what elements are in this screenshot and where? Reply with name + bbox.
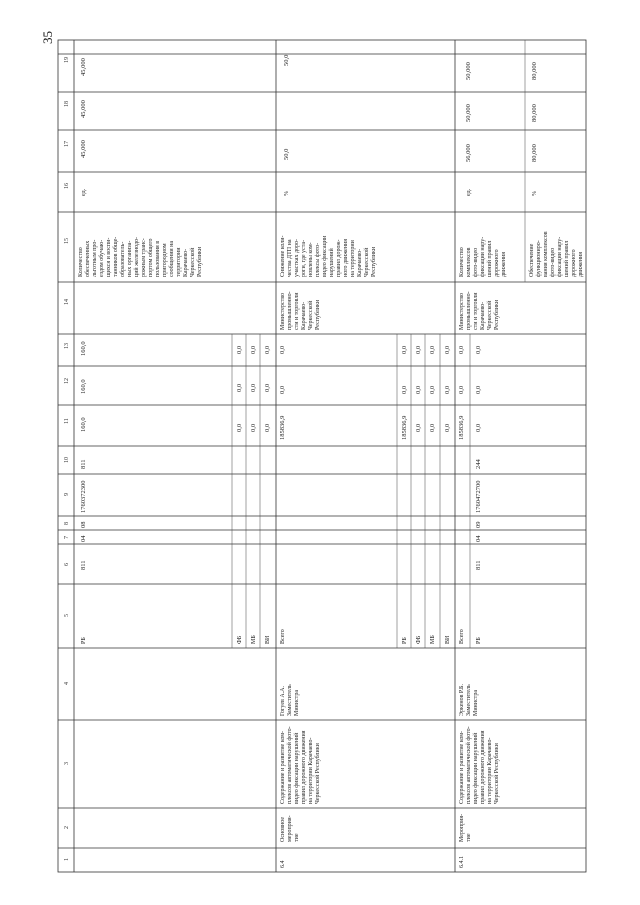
mb-col13: 0,0 xyxy=(250,345,257,354)
svg-text:чества ДТП на: чества ДТП на xyxy=(287,239,293,277)
mb-col11: 0,0 xyxy=(429,423,436,432)
code-col10: 811 xyxy=(80,459,87,469)
col-num-4: 4 xyxy=(64,682,70,685)
fund-fb: ФБ xyxy=(416,635,422,644)
fb-col12: 0,0 xyxy=(236,383,243,392)
svg-text:Содержание и развитие ком-: Содержание и развитие ком- xyxy=(459,730,465,804)
svg-text:промышленно-: промышленно- xyxy=(287,291,293,330)
svg-text:Снижение коли-: Снижение коли- xyxy=(280,235,286,277)
code-col7: 04 xyxy=(80,535,87,542)
svg-text:тие: тие xyxy=(294,833,300,842)
col-num-17: 17 xyxy=(64,141,70,147)
svg-text:пригородном: пригородном xyxy=(162,243,168,277)
svg-text:Черкесской: Черкесской xyxy=(190,247,196,277)
svg-text:Черкесской Республики: Черкесской Республики xyxy=(494,743,500,804)
svg-text:функциониро-: функциониро- xyxy=(536,240,542,277)
col-num-13: 13 xyxy=(64,343,70,349)
col-num-5: 5 xyxy=(64,614,70,617)
col-num-9: 9 xyxy=(64,493,70,496)
target-1-2017: 56,000 xyxy=(465,144,472,162)
budget-col12: 160,0 xyxy=(80,379,87,394)
fb-col11: 0,0 xyxy=(415,423,422,432)
total-col13: 0,0 xyxy=(279,345,286,354)
svg-text:видео фиксации нарушений: видео фиксации нарушений xyxy=(473,732,479,804)
mb-col12: 0,0 xyxy=(429,385,436,394)
svg-text:Республики: Республики xyxy=(315,299,321,330)
fb-col11: 0,0 xyxy=(236,423,243,432)
svg-text:видео фиксации: видео фиксации xyxy=(322,235,328,277)
rb-col13: 0,0 xyxy=(401,345,408,354)
svg-text:ных организа-: ных организа- xyxy=(127,240,133,277)
rb-col13: 0,0 xyxy=(475,345,482,354)
target-2019: 45,000 xyxy=(80,58,87,76)
svg-text:Министерство: Министерство xyxy=(459,293,465,330)
svg-text:Министерство: Министерство xyxy=(280,293,286,330)
target-2018: 45,000 xyxy=(80,100,87,118)
code-col9: 1760372300 xyxy=(80,480,87,513)
svg-text:роги, где уста-: роги, где уста- xyxy=(301,239,307,277)
budget-col11: 160,0 xyxy=(80,417,87,432)
svg-text:нарушений: нарушений xyxy=(329,248,335,277)
mb-col12: 0,0 xyxy=(250,383,257,392)
indicator-unit-2: % xyxy=(532,191,538,196)
svg-text:Министра: Министра xyxy=(294,690,300,716)
svg-text:участках доро-: участках доро- xyxy=(294,238,300,277)
svg-text:видео фиксации нарушений: видео фиксации нарушений xyxy=(294,732,300,804)
code-col10: 244 xyxy=(475,459,482,469)
target-2017: 50,0 xyxy=(283,148,290,160)
target-2017: 45,000 xyxy=(80,140,87,158)
rb-col12: 0,0 xyxy=(401,385,408,394)
svg-text:плексов автоматической фото-: плексов автоматической фото- xyxy=(287,726,293,804)
svg-text:Министра: Министра xyxy=(473,690,479,716)
rb-col12: 0,0 xyxy=(475,385,482,394)
svg-text:льготным про-: льготным про- xyxy=(92,239,98,277)
svg-text:Заместитель: Заместитель xyxy=(287,684,293,716)
total-col11: 185836,9 xyxy=(279,415,286,440)
col-num-19: 19 xyxy=(64,57,70,63)
svg-text:Черкесской: Черкесской xyxy=(364,247,370,277)
svg-text:Республики: Республики xyxy=(371,246,377,277)
svg-text:Карачаево-: Карачаево- xyxy=(480,301,486,330)
indicator-unit-1: ед. xyxy=(466,188,472,196)
row-code: 6.4.1 xyxy=(459,856,465,868)
svg-text:портом общего: портом общего xyxy=(148,238,154,277)
svg-text:Основное: Основное xyxy=(280,817,286,842)
svg-text:сти и торговли: сти и торговли xyxy=(294,292,300,330)
col-num-18: 18 xyxy=(64,101,70,107)
svg-text:Карачаево-: Карачаево- xyxy=(357,248,363,277)
code-col9: 1760472700 xyxy=(475,480,482,513)
svg-text:тие: тие xyxy=(466,833,472,842)
svg-text:фиксации нару-: фиксации нару- xyxy=(557,236,563,277)
row-code: 6.4 xyxy=(280,860,286,868)
fb-col13: 0,0 xyxy=(415,345,422,354)
mb-col11: 0,0 xyxy=(250,423,257,432)
fund-mb: МБ xyxy=(430,635,436,644)
col-num-11: 11 xyxy=(64,418,70,424)
total-col13: 0,0 xyxy=(458,345,465,354)
indicator-unit: ед. xyxy=(81,188,87,196)
fund-total: Всего xyxy=(459,629,465,644)
svg-text:дорожного: дорожного xyxy=(494,249,500,277)
vi-col12: 0,0 xyxy=(444,385,451,394)
svg-text:Черкесской: Черкесской xyxy=(308,300,314,330)
svg-text:дорожного: дорожного xyxy=(571,249,577,277)
fund-rb: РБ xyxy=(81,637,87,644)
svg-text:рожным транс-: рожным транс- xyxy=(141,238,147,277)
vi-col12: 0,0 xyxy=(264,383,271,392)
svg-text:Республики: Республики xyxy=(494,299,500,330)
target-1-2018: 50,000 xyxy=(465,104,472,122)
svg-text:ного движения: ного движения xyxy=(343,238,349,277)
col-num-16: 16 xyxy=(64,183,70,189)
total-col12: 0,0 xyxy=(279,385,286,394)
svg-text:танников обще-: танников обще- xyxy=(113,236,119,277)
target-2-2018: 80,000 xyxy=(531,104,538,122)
col-num-14: 14 xyxy=(64,299,70,305)
svg-text:правил дорож-: правил дорож- xyxy=(336,239,342,277)
svg-text:обеспеченных: обеспеченных xyxy=(85,240,91,277)
code-col8: 08 xyxy=(80,521,87,528)
svg-text:территории: территории xyxy=(176,247,182,277)
svg-text:правил дорожного движения: правил дорожного движения xyxy=(480,730,486,804)
svg-text:фото-видео: фото-видео xyxy=(550,247,556,277)
svg-text:на территории Карачаево-: на территории Карачаево- xyxy=(308,737,314,804)
svg-text:фиксации нару-: фиксации нару- xyxy=(480,236,486,277)
fund-vi: ВИ xyxy=(445,635,451,644)
svg-text:движения: движения xyxy=(501,251,507,277)
rb-col11: 0,0 xyxy=(475,423,482,432)
fund-fb: ФБ xyxy=(237,635,243,644)
svg-text:правил дорожного движения: правил дорожного движения xyxy=(301,730,307,804)
svg-text:Заместитель: Заместитель xyxy=(466,684,472,716)
budget-col13: 160,0 xyxy=(80,341,87,356)
fb-col13: 0,0 xyxy=(236,345,243,354)
fund-rb: РБ xyxy=(402,637,408,644)
svg-text:сти и торговли: сти и торговли xyxy=(473,292,479,330)
fund-total: Всего xyxy=(280,629,286,644)
svg-text:Содержание и развитие ком-: Содержание и развитие ком- xyxy=(280,730,286,804)
svg-text:Республики: Республики xyxy=(197,246,203,277)
svg-text:ездом обучаю-: ездом обучаю- xyxy=(99,239,105,277)
svg-text:шений правил: шений правил xyxy=(487,240,493,277)
svg-text:Карачаево-: Карачаево- xyxy=(301,301,307,330)
fund-mb: МБ xyxy=(251,635,257,644)
svg-text:движения: движения xyxy=(578,251,584,277)
svg-text:Карачаево-: Карачаево- xyxy=(183,248,189,277)
fund-rb: РБ xyxy=(476,637,482,644)
vi-col11: 0,0 xyxy=(264,423,271,432)
svg-text:промышленно-: промышленно- xyxy=(466,291,472,330)
col-num-6: 6 xyxy=(64,563,70,566)
target-2-2019: 80,000 xyxy=(531,62,538,80)
svg-text:Черкесской: Черкесской xyxy=(487,300,493,330)
mb-col13: 0,0 xyxy=(429,345,436,354)
col-num-12: 12 xyxy=(64,378,70,384)
target-1-2019: 50,000 xyxy=(465,62,472,80)
col-num-10: 10 xyxy=(64,457,70,463)
svg-text:на территории: на территории xyxy=(350,240,356,277)
code-col6: 811 xyxy=(80,560,87,570)
col-num-8: 8 xyxy=(64,522,70,525)
total-col12: 0,0 xyxy=(458,385,465,394)
svg-text:ций железнодо-: ций железнодо- xyxy=(134,236,140,277)
svg-text:новлены ком-: новлены ком- xyxy=(308,242,314,277)
vi-col13: 0,0 xyxy=(444,345,451,354)
code-col6: 811 xyxy=(475,560,482,570)
page-number: 35 xyxy=(40,31,55,44)
code-col8: 09 xyxy=(475,521,482,528)
col-num-1: 1 xyxy=(64,858,70,861)
target-2-2017: 80,000 xyxy=(531,144,538,162)
svg-text:сообщении на: сообщении на xyxy=(169,240,175,277)
svg-text:плексов автоматической фото-: плексов автоматической фото- xyxy=(466,726,472,804)
svg-text:комплексов: комплексов xyxy=(466,247,472,277)
col-num-2: 2 xyxy=(64,826,70,829)
svg-text:Количество: Количество xyxy=(459,247,465,277)
target-2018: 50,0 xyxy=(283,54,290,66)
col-num-7: 7 xyxy=(64,536,70,539)
vi-col13: 0,0 xyxy=(264,345,271,354)
svg-text:щихся и воспи-: щихся и воспи- xyxy=(106,237,112,277)
svg-text:пользования в: пользования в xyxy=(155,240,161,277)
col-num-3: 3 xyxy=(64,762,70,765)
svg-text:плексы фото-: плексы фото- xyxy=(315,242,321,277)
col-num-15: 15 xyxy=(64,238,70,244)
rb-col11: 185836,9 xyxy=(401,415,408,440)
svg-text:Черкесской Республики: Черкесской Республики xyxy=(315,743,321,804)
svg-text:Эркенов Р.Б.: Эркенов Р.Б. xyxy=(459,684,465,716)
total-col11: 185836,9 xyxy=(458,415,465,440)
vi-col11: 0,0 xyxy=(444,423,451,432)
svg-text:мероприя-: мероприя- xyxy=(287,815,293,842)
svg-text:Гогуев А.А.: Гогуев А.А. xyxy=(280,686,286,716)
fb-col12: 0,0 xyxy=(415,385,422,394)
svg-text:Обеспечение: Обеспечение xyxy=(529,243,535,277)
svg-text:на территории Карачаево-: на территории Карачаево- xyxy=(487,737,493,804)
svg-text:шений правил: шений правил xyxy=(564,240,570,277)
svg-text:вания комплексов: вания комплексов xyxy=(543,231,549,277)
fund-vi: ВИ xyxy=(265,635,271,644)
svg-text:Мероприя-: Мероприя- xyxy=(459,813,465,842)
svg-text:фото-видео: фото-видео xyxy=(473,247,479,277)
svg-text:образователь-: образователь- xyxy=(120,241,126,277)
code-col7: 04 xyxy=(475,535,482,542)
svg-text:Количество: Количество xyxy=(78,247,84,277)
indicator-unit: % xyxy=(284,191,290,196)
